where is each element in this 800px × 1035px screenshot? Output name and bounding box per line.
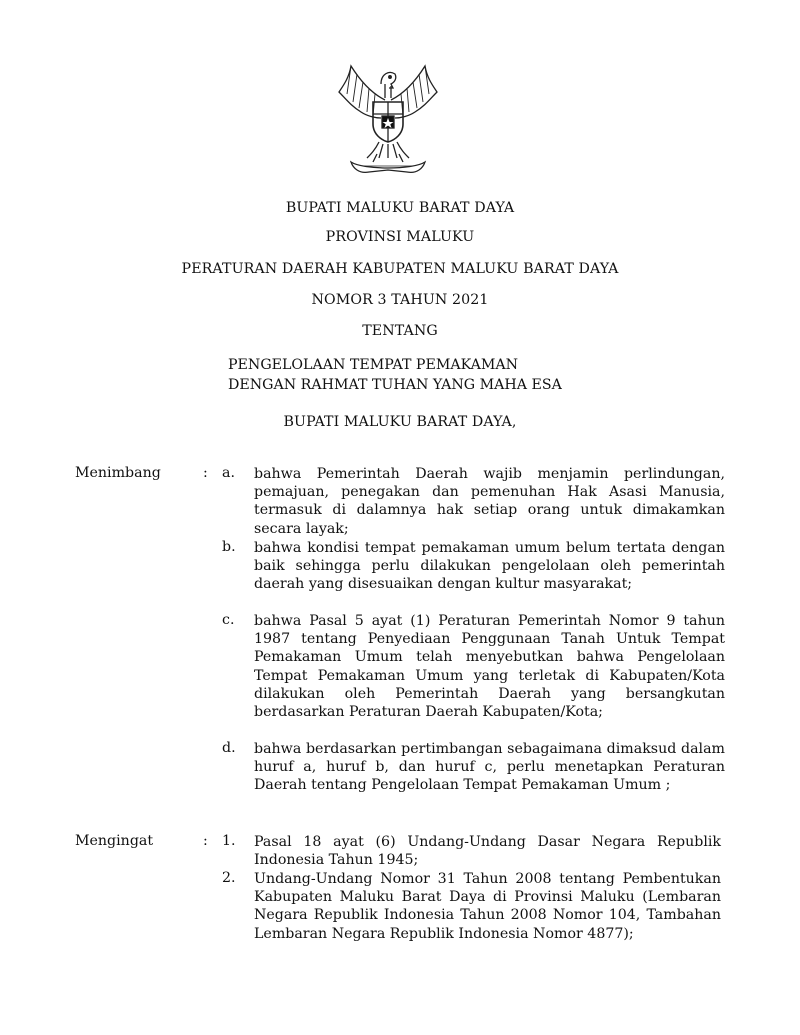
mengingat-item-mark: 1.: [222, 833, 236, 849]
about-label: TENTANG: [362, 323, 438, 339]
menimbang-item-text: bahwa Pemerintah Daerah wajib menjamin perlindungan, pemajuan, penegakan dan pemenuhan Hak Asasi Manusia, termasuk di dalamnya hak setiap orang untuk dimakamkan secara layak;: [254, 466, 725, 537]
menimbang-label: Menimbang: [75, 465, 161, 481]
menimbang-item-mark: d.: [222, 740, 236, 756]
issuer-salutation: BUPATI MALUKU BARAT DAYA,: [283, 414, 517, 430]
province-title: PROVINSI MALUKU: [325, 229, 475, 245]
mengingat-item-text: Pasal 18 ayat (6) Undang-Undang Dasar Negara Republik Indonesia Tahun 1945;: [254, 834, 721, 869]
menimbang-colon: :: [203, 465, 208, 481]
regulation-number: NOMOR 3 TAHUN 2021: [311, 292, 489, 308]
menimbang-item-mark: b.: [222, 539, 236, 555]
mengingat-item-text: Undang-Undang Nomor 31 Tahun 2008 tentang Pembentukan Kabupaten Maluku Barat Daya di Provinsi Maluku (Lembaran Negara Republik Indonesia Tahun 2008 Nomor 104, Tambahan Lembaran Negara Republik Indonesia Nomor 4877);: [254, 871, 721, 942]
menimbang-item-mark: a.: [222, 465, 235, 481]
garuda-pancasila-emblem: [333, 58, 443, 176]
divine-grace-line: DENGAN RAHMAT TUHAN YANG MAHA ESA: [228, 377, 562, 393]
mengingat-colon: :: [203, 833, 208, 849]
mengingat-label: Mengingat: [75, 833, 154, 849]
menimbang-item-mark: c.: [222, 612, 235, 628]
regulation-title: PERATURAN DAERAH KABUPATEN MALUKU BARAT DAYA: [181, 261, 619, 277]
regulation-subject: PENGELOLAAN TEMPAT PEMAKAMAN: [228, 357, 519, 373]
menimbang-item-text: bahwa kondisi tempat pemakaman umum belum tertata dengan baik sehingga perlu dilakukan pengelolaan oleh pemerintah daerah yang disesuaikan dengan kultur masyarakat;: [254, 540, 725, 593]
issuer-title: BUPATI MALUKU BARAT DAYA: [285, 200, 515, 216]
menimbang-item-text: bahwa Pasal 5 ayat (1) Peraturan Pemerintah Nomor 9 tahun 1987 tentang Penyediaan Penggunaan Tanah Untuk Tempat Pemakaman Umum telah menyebutkan bahwa Pengelolaan Tempat Pemakaman Umum yang terletak di Kabupaten/Kota dilakukan oleh Pemerintah Daerah yang bersangkutan berdasarkan Peraturan Daerah Kabupaten/Kota;: [254, 613, 725, 721]
mengingat-item-mark: 2.: [222, 870, 236, 886]
menimbang-item-text: bahwa berdasarkan pertimbangan sebagaimana dimaksud dalam huruf a, huruf b, dan huruf c, perlu menetapkan Peraturan Daerah tentang Pengelolaan Tempat Pemakaman Umum ;: [254, 741, 725, 794]
